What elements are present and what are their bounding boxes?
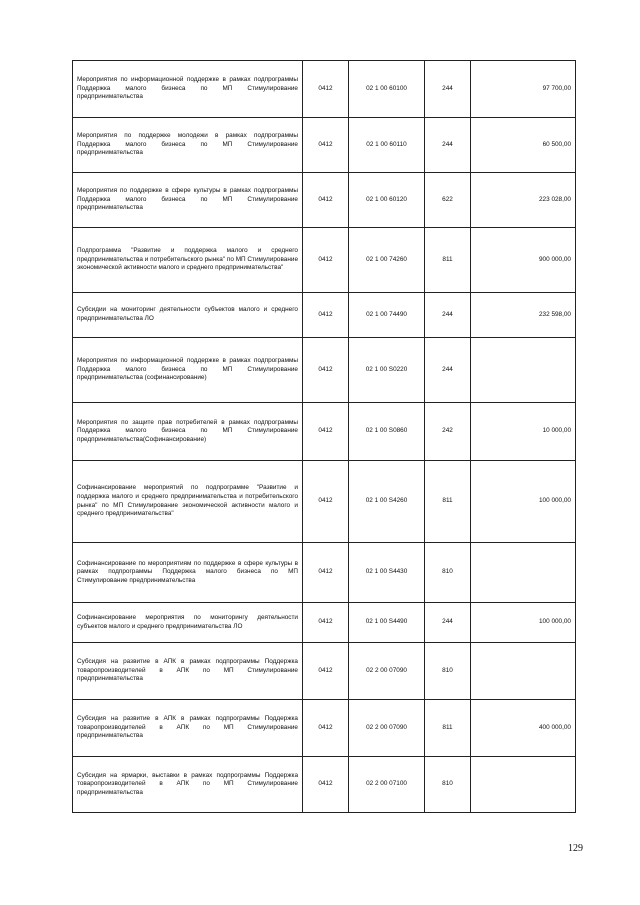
- page-number: 129: [568, 843, 583, 854]
- table-row: [73, 461, 576, 543]
- row-amount: 97 700,00: [471, 61, 576, 118]
- row-section-code: 0412: [303, 61, 349, 118]
- row-description: Субсидия на развитие в АПК в рамках подпрограммы Поддержка товаропроизводителей в АПК по МП Стимулирование предпринимательства: [73, 643, 303, 700]
- row-amount: 223 028,00: [471, 173, 576, 228]
- row-amount: 232 598,00: [471, 293, 576, 338]
- row-target-code: 02 1 00 60110: [349, 118, 425, 173]
- row-section-code: 0412: [303, 643, 349, 700]
- row-target-code: 02 1 00 S4490: [349, 603, 425, 643]
- row-description: Софинансирование мероприятий по подпрограмме "Развитие и поддержка малого и среднего предпринимательства и потребительского рынка" по МП Стимулирование экономической активности малого и среднего предпринимательства": [73, 461, 303, 543]
- row-target-code: 02 2 00 07090: [349, 643, 425, 700]
- row-target-code: 02 1 00 S4260: [349, 461, 425, 543]
- row-amount: [471, 338, 576, 403]
- row-expense-type: 622: [425, 173, 471, 228]
- row-expense-type: 811: [425, 228, 471, 293]
- table-row: [73, 603, 576, 643]
- row-amount: [471, 643, 576, 700]
- row-target-code: 02 1 00 60100: [349, 61, 425, 118]
- row-section-code: 0412: [303, 461, 349, 543]
- row-expense-type: 244: [425, 338, 471, 403]
- row-section-code: 0412: [303, 228, 349, 293]
- table-row: [73, 293, 576, 338]
- row-section-code: 0412: [303, 603, 349, 643]
- row-section-code: 0412: [303, 757, 349, 813]
- row-section-code: 0412: [303, 543, 349, 603]
- row-amount: [471, 543, 576, 603]
- table-row: [73, 543, 576, 603]
- table-row: [73, 173, 576, 228]
- table-row: [73, 118, 576, 173]
- row-expense-type: 811: [425, 461, 471, 543]
- row-expense-type: 811: [425, 700, 471, 757]
- row-section-code: 0412: [303, 173, 349, 228]
- row-amount: 100 000,00: [471, 461, 576, 543]
- row-amount: 100 000,00: [471, 603, 576, 643]
- row-description: Мероприятия по поддержке в сфере культуры в рамках подпрограммы Поддержка малого бизнеса по МП Стимулирование предпринимательства: [73, 173, 303, 228]
- row-description: Мероприятия по защите прав потребителей в рамках подпрограммы Поддержка малого бизнеса по МП Стимулирование предпринимательства(Софинансирование): [73, 403, 303, 461]
- row-expense-type: 244: [425, 293, 471, 338]
- table-row: [73, 757, 576, 813]
- table-row: [73, 338, 576, 403]
- row-description: Субсидии на мониторинг деятельности субъектов малого и среднего предпринимательства ЛО: [73, 293, 303, 338]
- row-expense-type: 242: [425, 403, 471, 461]
- row-expense-type: 810: [425, 643, 471, 700]
- row-expense-type: 810: [425, 543, 471, 603]
- table-row: [73, 228, 576, 293]
- row-target-code: 02 2 00 07100: [349, 757, 425, 813]
- row-section-code: 0412: [303, 293, 349, 338]
- row-description: Подпрограмма "Развитие и поддержка малого и среднего предпринимательства и потребительского рынка" по МП Стимулирование экономической активности малого и среднего предпринимательства": [73, 228, 303, 293]
- row-target-code: 02 1 00 S0220: [349, 338, 425, 403]
- budget-table: [72, 60, 576, 813]
- row-target-code: 02 1 00 S0860: [349, 403, 425, 461]
- table-row: [73, 403, 576, 461]
- row-amount: 900 000,00: [471, 228, 576, 293]
- row-description: Мероприятия по информационной поддержке в рамках подпрограммы Поддержка малого бизнеса по МП Стимулирование предпринимательства: [73, 61, 303, 118]
- table-row: [73, 700, 576, 757]
- row-section-code: 0412: [303, 118, 349, 173]
- row-section-code: 0412: [303, 338, 349, 403]
- row-amount: [471, 757, 576, 813]
- row-target-code: 02 1 00 74490: [349, 293, 425, 338]
- row-amount: 60 500,00: [471, 118, 576, 173]
- table-row: [73, 643, 576, 700]
- table-row: [73, 61, 576, 118]
- row-expense-type: 244: [425, 118, 471, 173]
- row-description: Мероприятия по поддержке молодежи в рамках подпрограммы Поддержка малого бизнеса по МП Стимулирование предпринимательства: [73, 118, 303, 173]
- row-description: Субсидия на развитие в АПК в рамках подпрограммы Поддержка товаропроизводителей в АПК по МП Стимулирование предпринимательства: [73, 700, 303, 757]
- row-description: Софинансирование мероприятия по мониторингу деятельности субъектов малого и среднего предпринимательства ЛО: [73, 603, 303, 643]
- row-description: Субсидия на ярмарки, выставки в рамках подпрограммы Поддержка товаропроизводителей в АПК по МП Стимулирование предпринимательства: [73, 757, 303, 813]
- row-target-code: 02 1 00 60120: [349, 173, 425, 228]
- row-target-code: 02 1 00 S4430: [349, 543, 425, 603]
- row-expense-type: 810: [425, 757, 471, 813]
- row-target-code: 02 1 00 74260: [349, 228, 425, 293]
- row-expense-type: 244: [425, 61, 471, 118]
- row-description: Софинансирование по мероприятиям по поддержке в сфере культуры в рамках подпрограммы Поддержка малого бизнеса по МП Стимулирование предпринимательства: [73, 543, 303, 603]
- row-section-code: 0412: [303, 403, 349, 461]
- row-amount: 10 000,00: [471, 403, 576, 461]
- row-amount: 400 000,00: [471, 700, 576, 757]
- row-target-code: 02 2 00 07090: [349, 700, 425, 757]
- row-description: Мероприятия по информационной поддержке в рамках подпрограммы Поддержка малого бизнеса по МП Стимулирование предпринимательства (софинансирование): [73, 338, 303, 403]
- row-section-code: 0412: [303, 700, 349, 757]
- row-expense-type: 244: [425, 603, 471, 643]
